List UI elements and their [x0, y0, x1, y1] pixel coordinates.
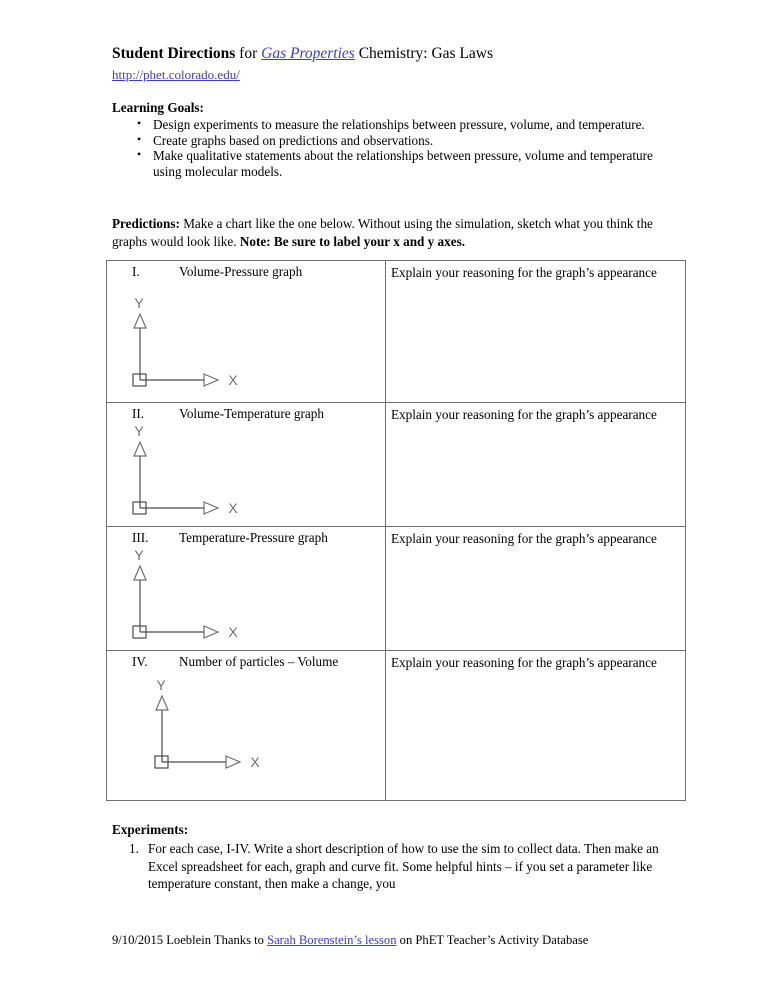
reasoning-cell[interactable]	[386, 403, 686, 527]
list-item-text: Create graphs based on predictions and observations.	[153, 132, 434, 148]
phet-url	[112, 66, 240, 83]
x-axis-label: X	[250, 754, 260, 770]
row-numeral: II.	[132, 406, 145, 421]
y-axis-arrowhead-icon	[134, 314, 146, 328]
learning-goals-heading: Learning Goals:	[112, 100, 204, 115]
table-row	[107, 651, 686, 801]
page-title-suffix: Chemistry: Gas Laws	[354, 45, 494, 62]
learning-goals-list	[112, 117, 672, 179]
axes-sketch-svg	[143, 674, 283, 779]
reasoning-cell[interactable]	[386, 651, 686, 801]
y-axis-label: Y	[134, 423, 144, 439]
list-item	[112, 117, 672, 133]
y-axis-arrowhead-icon	[134, 442, 146, 456]
row-numeral: IV.	[132, 654, 148, 669]
row-label: Temperature-Pressure graph	[179, 530, 328, 545]
footer-suffix: on PhET Teacher’s Activity Database	[396, 933, 589, 947]
row-heading	[107, 651, 385, 672]
axes-sketch	[107, 672, 385, 800]
y-axis-label: Y	[156, 677, 166, 693]
axes-sketch	[107, 424, 385, 526]
page-title-prefix: Student Directions	[112, 45, 236, 62]
axes-sketch	[107, 548, 385, 650]
table-row	[107, 403, 686, 527]
bullet-icon: •	[137, 131, 142, 146]
row-numeral: III.	[132, 530, 149, 545]
predictions-label: Predictions:	[112, 216, 180, 231]
x-axis-label: X	[228, 500, 238, 516]
x-axis-arrowhead-icon	[226, 756, 240, 768]
predictions-note-label: Note:	[239, 233, 271, 249]
graph-sketch-cell[interactable]	[107, 527, 386, 651]
predictions-paragraph	[112, 215, 674, 250]
predictions-body: Make a chart like the one below. Without using the simulation, sketch what you think the graphs would look like.	[112, 216, 653, 249]
borenstein-lesson-link[interactable]: Sarah Borenstein’s lesson	[267, 933, 397, 947]
y-axis-label: Y	[134, 295, 144, 311]
experiments-heading: Experiments:	[112, 822, 189, 837]
experiments-list	[112, 840, 672, 893]
list-item	[112, 133, 672, 149]
phet-url-link[interactable]: http://phet.colorado.edu/	[112, 67, 240, 82]
predictions-table	[106, 260, 686, 801]
footer-date-author: 9/10/2015 Loeblein Thanks to	[112, 933, 268, 947]
x-axis-arrowhead-icon	[204, 374, 218, 386]
list-item-text: For each case, I-IV. Write a short description of how to use the sim to collect data. Then make an Excel spreadsheet for each, graph and curve fit. Some helpful hints – if you set a parameter like temperature constant, then make a change, you	[148, 841, 659, 892]
row-label: Volume-Temperature graph	[179, 406, 324, 421]
row-label: Number of particles – Volume	[179, 654, 339, 669]
y-axis-label: Y	[134, 547, 144, 563]
reasoning-prompt: Explain your reasoning for the graph’s appearance	[391, 407, 657, 422]
row-heading	[107, 261, 385, 282]
footer	[112, 932, 588, 948]
table-row	[107, 527, 686, 651]
list-item-number: 1.	[129, 841, 139, 856]
reasoning-prompt: Explain your reasoning for the graph’s appearance	[391, 265, 657, 280]
reasoning-prompt: Explain your reasoning for the graph’s appearance	[391, 531, 657, 546]
table-row	[107, 261, 686, 403]
row-numeral: I.	[132, 264, 140, 279]
graph-sketch-cell[interactable]	[107, 261, 386, 403]
axes-sketch-svg	[121, 292, 261, 397]
list-item	[112, 148, 672, 179]
x-axis-label: X	[228, 624, 238, 640]
axes-sketch-svg	[121, 544, 261, 649]
list-item-text: Make qualitative statements about the relationships between pressure, volume and temperature using molecular models.	[153, 148, 653, 179]
reasoning-prompt: Explain your reasoning for the graph’s appearance	[391, 655, 657, 670]
reasoning-cell[interactable]	[386, 527, 686, 651]
axes-sketch	[107, 282, 385, 402]
x-axis-arrowhead-icon	[204, 626, 218, 638]
x-axis-label: X	[228, 372, 238, 388]
list-item	[112, 840, 672, 893]
list-item-text: Design experiments to measure the relationships between pressure, volume, and temperature.	[153, 117, 645, 132]
gas-properties-link[interactable]: Gas Properties	[261, 45, 355, 62]
bullet-icon: •	[137, 116, 142, 130]
bullet-icon: •	[137, 147, 142, 162]
predictions-note-body: Be sure to label your x and y axes.	[270, 233, 466, 249]
graph-sketch-cell[interactable]	[107, 651, 386, 801]
page-title	[112, 44, 493, 63]
graph-sketch-cell[interactable]	[107, 403, 386, 527]
page-title-for: for	[235, 45, 262, 62]
reasoning-cell[interactable]	[386, 261, 686, 403]
axes-sketch-svg	[121, 420, 261, 525]
x-axis-arrowhead-icon	[204, 502, 218, 514]
y-axis-arrowhead-icon	[134, 566, 146, 580]
row-label: Volume-Pressure graph	[179, 264, 303, 279]
y-axis-arrowhead-icon	[156, 696, 168, 710]
